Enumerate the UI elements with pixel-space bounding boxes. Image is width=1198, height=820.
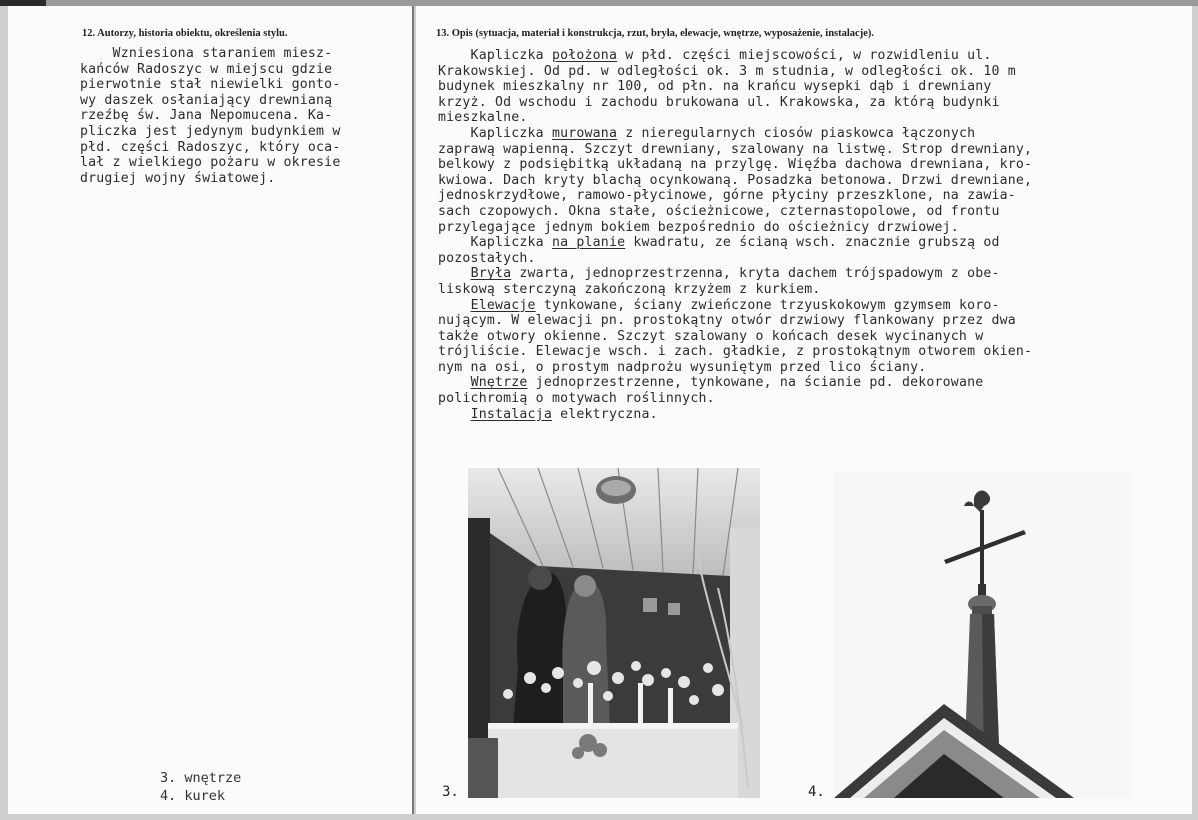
history-text: Wzniesiona staraniem miesz- kańców Radoszyc w miejscu gdzie pierwotnie stał niewielki gonto- wy daszek osłaniający drewnianą rzeźbę św. Jana Nepomucena. Ka- pliczka jest jedynym budynkiem w płd. części Radoszyc, który oca- lał z wielkiego pożaru w okresie drugiej wojny światowej. (80, 46, 341, 186)
spire-photo (834, 472, 1132, 798)
right-page (416, 6, 1192, 814)
description-text: Kapliczka położona w płd. części miejscowości, w rozwidleniu ul. Krakowskiej. Od pd. w odległości ok. 3 m studnia, w odległości ok. 10 m budynek mieszkalny nr 100, od płn. na krańcu wysepki dąb i drewniany krzyż. Od wschodu i zachodu brukowana ul. Krakowska, za którą budynki mieszkalne. Kapliczka murowana z nieregularnych ciosów piaskowca łączonych zaprawą wapienną. Szczyt drewniany, szalowany na listwę. Strop drewniany, belkowy z podsiębitką układaną na przylgę. Więźba dachowa drewniana, kro- kwiowa. Dach kryty blachą ocynkowaną. Posadzka betonowa. Drzwi drewniane, jednoskrzydłowe, ramowo-płycinowe, górne płyciny przeszklone, na zawia- sach czopowych. Okna stałe, ościeżnicowe, czternastopolowe, od frontu przylegające jednym bokiem bezpośrednio do ościeżnicy drzwiowej. Kapliczka na planie kwadratu, ze ścianą wsch. znacznie grubszą od pozostałych. Bryła zwarta, jednoprzestrzenna, kryta dachem trójspadowym z obe- liskową sterczyną zakończoną krzyżem z kurkiem. Elewacje tynkowane, ściany zwieńczone trzyuskokowym gzymsem koro- nującym. W elewacji pn. prostokątny otwór drzwiowy flankowany przez dwa także otwory okienne. Szczyt szalowany o końcach desek wycinanych w trójliście. Elewacje wsch. i zach. gładkie, z prostokątnym otworem okien- nym na osi, o prostym nadprożu wysuniętym przed lico ściany. Wnętrze jednoprzestrzenne, tynkowane, na ścianie pd. dekorowane polichromią o motywach roślinnych. Instalacja elektryczna. (438, 48, 1033, 422)
left-page (8, 6, 414, 814)
term-na-planie: na planie (551, 235, 626, 251)
photo-number-4: 4. (808, 784, 825, 800)
term-polozona: położona (551, 48, 618, 63)
interior-photo (468, 468, 760, 798)
term-murowana: murowana (551, 125, 618, 141)
term-elewacje: Elewacje (470, 297, 536, 313)
caption-3: 3. wnętrze (160, 770, 242, 786)
section-header-12: 12. Autorzy, historia obiektu, określenia stylu. (82, 28, 288, 39)
caption-4: 4. kurek (160, 788, 226, 804)
term-instalacja: Instalacja (470, 406, 552, 422)
term-bryla: Bryła (470, 266, 512, 282)
term-wnetrze: Wnętrze (470, 375, 528, 391)
section-header-13: 13. Opis (sytuacja, materiał i konstrukcja, rzut, bryła, elewacje, wnętrze, wyposażenie, instalacje). (436, 28, 875, 39)
photo-number-3: 3. (442, 784, 459, 800)
